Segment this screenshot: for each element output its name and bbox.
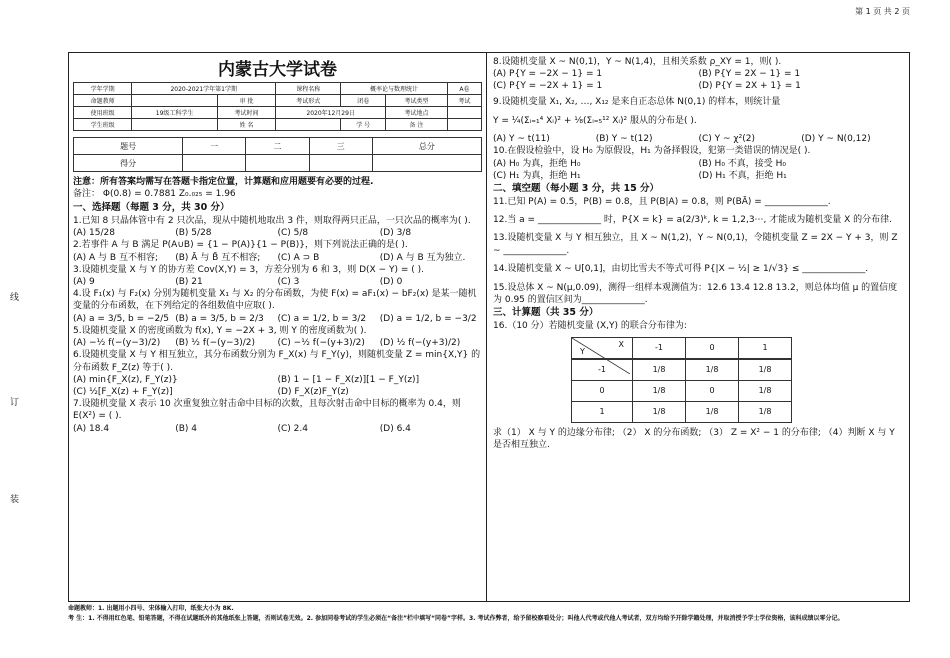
question-7: 7.设随机变量 X 表示 10 次重复独立射击命中目标的次数，且每次射击命中目标的概率为 0.4，则 E(X²) = ( ). [73, 399, 461, 422]
corner-cell [572, 337, 633, 358]
option: (C) 3 [277, 277, 300, 288]
options-10 [493, 158, 904, 182]
option: (B) 1 − [1 − F_X(z)][1 − F_Y(z)] [277, 375, 420, 386]
binding-mark-line: 线 [10, 293, 20, 303]
exam-title: 内蒙古大学试卷 [218, 60, 337, 80]
info-cell: 概率论与数理统计 [341, 83, 447, 95]
options-3 [73, 276, 482, 288]
prob-cell: 1/8 [633, 401, 686, 422]
col-header: -1 [633, 337, 686, 358]
corner-y-label: Y [580, 346, 585, 356]
score-cell[interactable] [309, 155, 372, 172]
info-cell: 19级工科学生 [132, 107, 218, 119]
prob-cell: 1/8 [633, 359, 686, 380]
question-16-tasks: 求（1） X 与 Y 的边缘分布律; （2） X 的分布函数; （3） Z = X² − 1 的分布律; （4）判断 X 与 Y 是否相互独立. [493, 427, 895, 451]
options-8 [493, 68, 904, 92]
prob-cell: 1/8 [739, 401, 792, 422]
info-cell: 考试时间 [217, 107, 275, 119]
option: (B) Ā 与 B̄ 互不相容; [175, 252, 261, 263]
info-cell: 考试形式 [276, 95, 341, 107]
question-4: 4.设 F₁(x) 与 F₂(x) 分别为随机变量 X₁ 与 X₂ 的分布函数，为使 F(x) = aF₁(x) − bF₂(x) 是某一随机变量的分布函数，在下列给定的各组数值中应取( ). [73, 289, 477, 312]
option: (A) Y ~ t(11) [493, 134, 550, 145]
option: (C) A ⊃ B [277, 252, 320, 263]
option: (D) 0 [379, 277, 403, 288]
option: (B) Y ~ t(12) [595, 134, 653, 145]
question-5: 5.设随机变量 X 的密度函数为 f(x), Y = −2X + 3, 则 Y 的密度函数为( ). [73, 325, 367, 336]
prob-cell: 0 [686, 380, 739, 401]
option: (D) H₁ 不真，拒绝 H₁ [698, 170, 787, 181]
info-cell: 使用班级 [74, 107, 132, 119]
options-7 [73, 423, 482, 435]
option: (B) 5/28 [175, 228, 212, 239]
score-head: 总分 [372, 138, 481, 155]
option: (A) min{F_X(z), F_Y(z)} [73, 375, 178, 386]
option: (D) P{Y = 2X + 1} = 1 [698, 81, 801, 92]
info-cell: 课程名称 [276, 83, 341, 95]
info-cell: 2020-2021学年第1学期 [132, 83, 276, 95]
options-2 [73, 252, 482, 264]
option: (D) a = 1/2, b = −3/2 [379, 313, 477, 324]
corner-x-label: X [618, 339, 624, 349]
info-cell: 备 注 [386, 119, 448, 131]
options-4 [73, 313, 482, 325]
score-head: 一 [183, 138, 246, 155]
section-calc: 三、计算题（共 35 分） [493, 307, 599, 319]
score-table [73, 137, 482, 172]
footer-student: 考 生：1. 不得用红色笔、铅笔答题，不得在试题纸外的其他纸张上答题，否则试卷无效。2. 参加同卷考试的学生必须在“备注”栏中填写“同卷”字样。3. 考试作弊者，给予留校察看处分；叫他人代考或代他人考试者，双方均给予开除学籍处理，并取消授予学士学位资格，该科成绩以零分记。 [68, 615, 844, 622]
option: (D) ½ f(−(y+3)/2) [379, 338, 461, 349]
binding-mark-bind: 装 [10, 495, 20, 505]
info-cell: 命题教师 [74, 95, 132, 107]
score-head: 三 [309, 138, 372, 155]
option: (B) 4 [175, 423, 198, 434]
question-11: 11.已知 P(A) = 0.5，P(B) = 0.8，且 P(B|A) = 0.8，则 P(BĀ) = ______________. [493, 196, 831, 207]
question-14: 14.设随机变量 X ~ U[0,1]，由切比雪夫不等式可得 P{|X − ½| ≥ 1/√3} ≤ ______________. [493, 264, 869, 275]
option: (D) Y ~ N(0,12) [801, 134, 871, 145]
option: (A) P{Y = −2X − 1} = 1 [493, 69, 603, 80]
option: (C) a = 1/2, b = 3/2 [277, 313, 367, 324]
question-10: 10.在假设检验中，设 H₀ 为原假设，H₁ 为备择假设，犯第一类错误的情况是( ). [493, 146, 811, 157]
remark: 备注： Φ(0.8) = 0.7881 Z₀.₀₂₅ = 1.96 [73, 189, 236, 200]
option: (A) −½ f(−(y−3)/2) [73, 338, 161, 349]
question-8: 8.设随机变量 X ~ N(0,1)，Y ~ N(1,4)，且相关系数 ρ_XY = 1，则( ). [493, 57, 782, 67]
question-13: 13.设随机变量 X 与 Y 相互独立，且 X ~ N(1,2)，Y ~ N(0,1)，令随机变量 Z = 2X − Y + 3，则 Z ~ ______________. [493, 233, 898, 256]
option: (C) P{Y = −2X + 1} = 1 [493, 81, 603, 92]
score-cell[interactable] [372, 155, 481, 172]
section-fill: 二、填空题（每小题 3 分，共 15 分） [493, 182, 660, 194]
score-cell[interactable] [183, 155, 246, 172]
option: (B) a = 3/5, b = 2/3 [175, 313, 264, 324]
option: (A) 15/28 [73, 228, 115, 239]
score-head: 二 [246, 138, 309, 155]
prob-cell: 1/8 [686, 359, 739, 380]
score-head: 题号 [74, 138, 183, 155]
option: (A) A 与 B 互不相容; [73, 252, 158, 263]
option: (C) H₁ 为真，拒绝 H₁ [493, 170, 581, 181]
info-cell: 考试类型 [386, 95, 448, 107]
info-cell: 考试地点 [386, 107, 448, 119]
option: (B) P{Y = 2X − 1} = 1 [698, 69, 801, 80]
prob-cell: 1/8 [739, 359, 792, 380]
info-cell: 2020年12月29日 [276, 107, 386, 119]
info-cell: A卷 [447, 83, 481, 95]
option: (A) 9 [73, 277, 95, 288]
option: (D) A 与 B 互为独立. [379, 252, 466, 263]
question-16: 16.（10 分）若随机变量 (X,Y) 的联合分布律为: [493, 321, 687, 332]
option: (D) 6.4 [379, 423, 411, 434]
question-3: 3.设随机变量 X 与 Y 的协方差 Cov(X,Y) = 3，方差分别为 6 和 3，则 D(X − Y) = ( ). [73, 264, 424, 275]
info-table [73, 82, 482, 131]
joint-distribution-table [571, 337, 792, 423]
score-label: 得分 [74, 155, 183, 172]
option: (B) 21 [175, 277, 203, 288]
question-6: 6.设随机变量 X 与 Y 相互独立，其分布函数分别为 F_X(x) 与 F_Y(y)，则随机变量 Z = min{X,Y} 的分布函数 F_Z(z) 等于( ). [73, 350, 481, 373]
col-header: 1 [739, 337, 792, 358]
row-header: 1 [572, 401, 633, 422]
option: (C) ½[F_X(z) + F_Y(z)] [73, 387, 173, 398]
options-5 [73, 337, 482, 349]
prob-cell: 1/8 [739, 380, 792, 401]
options-1 [73, 227, 482, 239]
right-column [488, 53, 909, 601]
options-9 [493, 133, 904, 145]
score-cell[interactable] [246, 155, 309, 172]
page-number: 第 1 页 共 2 页 [855, 7, 910, 16]
binding-mark-order: 订 [10, 398, 20, 408]
row-header: -1 [572, 359, 633, 380]
info-cell: 审 批 [217, 95, 275, 107]
info-cell: 学年学期 [74, 83, 132, 95]
question-1: 1.已知 8 只晶体管中有 2 只次品，现从中随机地取出 3 件，则取得两只正品，一只次品的概率为( ). [73, 215, 471, 226]
info-cell: 考试 [447, 95, 481, 107]
prob-cell: 1/8 [686, 401, 739, 422]
option: (C) 5/8 [277, 228, 309, 239]
question-12: 12.当 a = ______________ 时，P{X = k} = a(2/3)ᵏ, k = 1,2,3⋯, 才能成为随机变量 X 的分布律. [493, 215, 893, 226]
options-6 [73, 374, 482, 398]
question-15: 15.设总体 X ~ N(μ,0.09)，测得一组样本观测值为：12.6 13.4 12.8 13.2，则总体均值 μ 的置信度为 0.95 的置信区间为______________. [493, 282, 898, 306]
row-header: 0 [572, 380, 633, 401]
option: (C) Y ~ χ²(2) [698, 134, 755, 145]
option: (C) −½ f(−(y+3)/2) [277, 338, 365, 349]
question-9-formula: Y = ¼(Σᵢ₌₁⁴ Xᵢ)² + ⅛(Σᵢ₌₅¹² Xᵢ)² 服从的分布是( ). [493, 115, 697, 126]
info-cell: 姓 名 [217, 119, 275, 131]
option: (C) 2.4 [277, 423, 308, 434]
footer-notes [68, 604, 908, 624]
info-cell: 闭卷 [341, 95, 386, 107]
option: (D) F_X(z)F_Y(z) [277, 387, 349, 398]
question-9: 9.设随机变量 X₁, X₂, …, X₁₂ 是来自正态总体 N(0,1) 的样本，则统计量 [493, 97, 781, 108]
option: (A) H₀ 为真，拒绝 H₀ [493, 158, 581, 169]
col-header: 0 [686, 337, 739, 358]
footer-teacher: 命题教师：1. 出题用小四号、宋体输入打印，纸张大小为 8K. [68, 605, 234, 612]
notice: 注意：所有答案均需写在答题卡指定位置，计算题和应用题要有必要的过程. [73, 177, 374, 187]
option: (D) 3/8 [379, 228, 412, 239]
question-2: 2.若事件 A 与 B 满足 P(A∪B) = {1 − P(A)}{1 − P(B)}，则下列说法正确的是( ). [73, 240, 408, 251]
prob-cell: 1/8 [633, 380, 686, 401]
left-column [69, 53, 487, 601]
info-cell: 学 号 [341, 119, 386, 131]
option: (A) 18.4 [73, 423, 110, 434]
option: (B) ½ f(−(y−3)/2) [175, 338, 255, 349]
option: (A) a = 3/5, b = −2/5 [73, 313, 170, 324]
exam-sheet [68, 52, 910, 602]
option: (B) H₀ 不真，接受 H₀ [698, 158, 787, 169]
section-choice: 一、选择题（每题 3 分，共 30 分） [73, 201, 230, 213]
info-cell: 学生班级 [74, 119, 132, 131]
